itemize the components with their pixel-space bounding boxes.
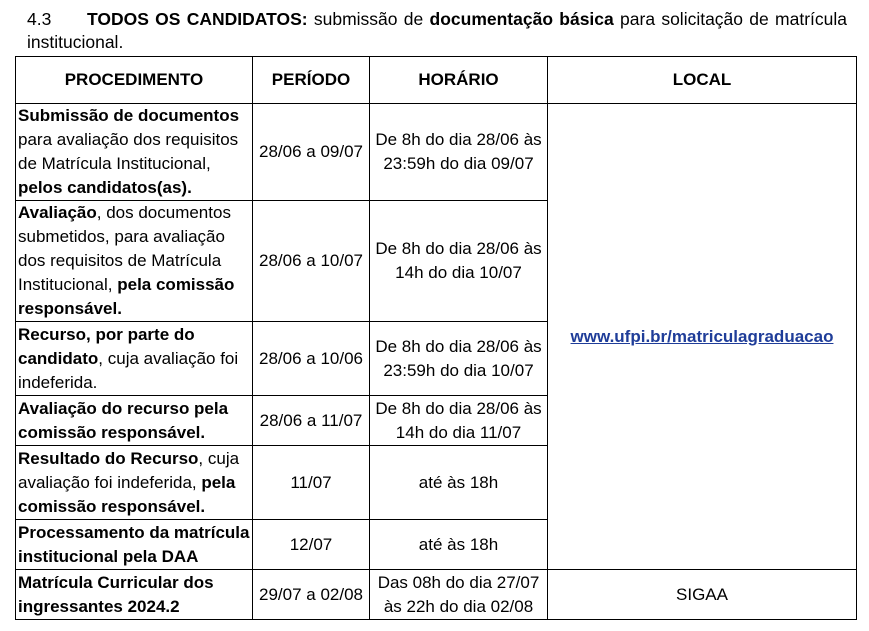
cell-periodo: 28/06 a 10/06: [253, 322, 370, 396]
header-periodo: PERÍODO: [253, 57, 370, 104]
header-procedimento: PROCEDIMENTO: [16, 57, 253, 104]
cell-procedimento: [16, 201, 253, 322]
proc-text: , dos documentos submetidos, para avaliação dos requisitos de Matrícula Institucional,: [18, 203, 231, 294]
proc-bold: Submissão de documentos: [18, 106, 240, 125]
cell-horario: Das 08h do dia 27/07 às 22h do dia 02/08: [370, 570, 548, 620]
intro-bold-2: documentação básica: [429, 9, 614, 29]
cell-procedimento: [16, 104, 253, 201]
proc-bold: Processamento da matrícula institucional pela DAA: [18, 522, 250, 566]
proc-text: para avaliação dos requisitos de Matrícula Institucional,: [18, 130, 239, 173]
proc-bold-2: pela comissão responsável.: [18, 472, 236, 516]
schedule-table: [15, 56, 857, 620]
proc-bold-2: pelos candidatos(as).: [18, 178, 192, 197]
section-number: 4.3: [27, 9, 52, 29]
proc-text: , cuja avaliação foi indeferida.: [18, 348, 239, 392]
cell-local-sigaa: SIGAA: [548, 570, 857, 620]
cell-periodo: 28/06 a 10/07: [253, 201, 370, 322]
intro-text-1: submissão de: [307, 9, 430, 29]
header-local: LOCAL: [548, 57, 857, 104]
cell-procedimento: [16, 570, 253, 620]
table-header-row: [16, 57, 857, 104]
cell-periodo: 11/07: [253, 446, 370, 520]
cell-periodo: 29/07 a 02/08: [253, 570, 370, 620]
proc-bold: Avaliação: [18, 203, 97, 222]
intro-text-3: para solicitação de matrícula institucional.: [27, 9, 847, 52]
proc-bold-2: pela comissão responsável.: [18, 275, 235, 318]
cell-procedimento: [16, 322, 253, 396]
proc-bold: Matrícula Curricular dos ingressantes 2024.2: [18, 572, 214, 616]
cell-periodo: 28/06 a 09/07: [253, 104, 370, 201]
proc-bold: Resultado do Recurso: [18, 448, 199, 468]
cell-periodo: 12/07: [253, 520, 370, 570]
proc-bold: Recurso, por parte do candidato: [18, 324, 195, 368]
cell-horario: até às 18h: [370, 520, 548, 570]
section-intro: [27, 8, 847, 54]
cell-horario: De 8h do dia 28/06 às 14h do dia 10/07: [370, 201, 548, 322]
cell-procedimento: [16, 520, 253, 570]
cell-procedimento: [16, 396, 253, 446]
table-row: [16, 104, 857, 201]
matricula-link[interactable]: www.ufpi.br/matriculagraduacao: [570, 326, 834, 346]
intro-lead-bold: TODOS OS CANDIDATOS:: [87, 9, 308, 29]
cell-horario: De 8h do dia 28/06 às 14h do dia 11/07: [370, 396, 548, 446]
cell-horario: De 8h do dia 28/06 às 23:59h do dia 10/07: [370, 322, 548, 396]
cell-periodo: 28/06 a 11/07: [253, 396, 370, 446]
table-row: [16, 570, 857, 620]
cell-local-link: [548, 104, 857, 570]
cell-horario: até às 18h: [370, 446, 548, 520]
header-horario: HORÁRIO: [370, 57, 548, 104]
proc-bold: Avaliação do recurso pela comissão responsável.: [18, 398, 229, 442]
cell-procedimento: [16, 446, 253, 520]
proc-text: , cuja avaliação foi indeferida,: [18, 448, 240, 492]
cell-horario: De 8h do dia 28/06 às 23:59h do dia 09/07: [370, 104, 548, 201]
